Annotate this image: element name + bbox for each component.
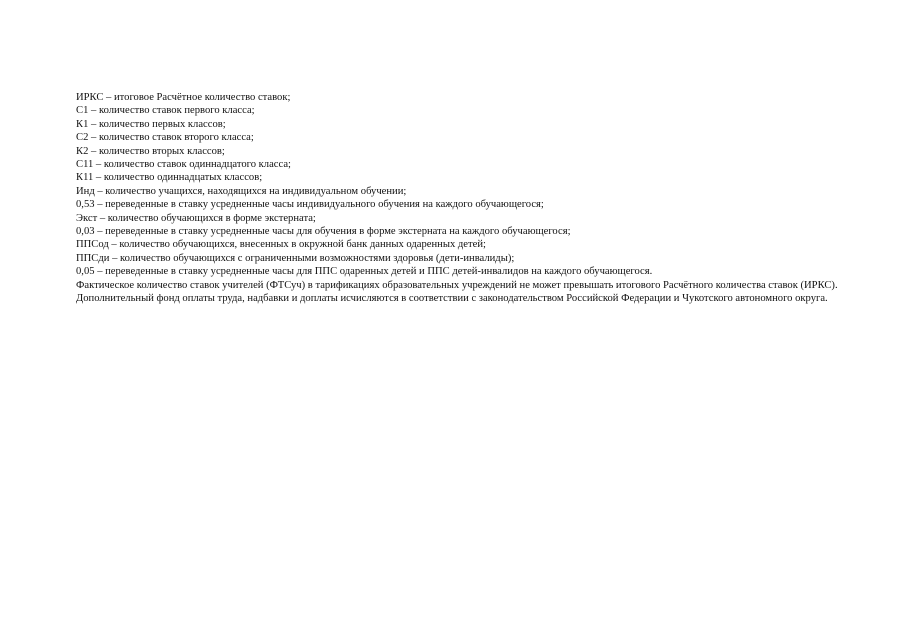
paragraph-ftsuch: Фактическое количество ставок учителей (ФТСуч) в тарификациях образовательных учреждений не может превышать итогового Расчётного количества ставок (ИРКС).: [76, 279, 838, 291]
definition-c1: С1 – количество ставок первого класса;: [76, 105, 255, 117]
definition-ppsdi: ППСди – количество обучающихся с ограниченными возможностями здоровья (дети-инвалиды);: [76, 252, 515, 264]
definition-c2: С2 – количество ставок второго класса;: [76, 132, 254, 144]
definition-coef-053: 0,53 – переведенные в ставку усредненные часы индивидуального обучения на каждого обучающегося;: [76, 199, 544, 211]
definition-ppsod: ППСод – количество обучающихся, внесенных в окружной банк данных одаренных детей;: [76, 239, 486, 251]
definition-k1: К1 – количество первых классов;: [76, 118, 226, 130]
definition-ind: Инд – количество учащихся, находящихся на индивидуальном обучении;: [76, 185, 407, 197]
definition-coef-005: 0,05 – переведенные в ставку усредненные часы для ППС одаренных детей и ППС детей-инвалидов на каждого обучающегося.: [76, 266, 653, 278]
paragraph-additional-fund: Дополнительный фонд оплаты труда, надбавки и доплаты исчисляются в соответствии с законодательством Российской Федерации и Чукотского автономного округа.: [76, 293, 828, 305]
definition-coef-003: 0,03 – переведенные в ставку усредненные часы для обучения в форме экстерната на каждого обучающегося;: [76, 226, 571, 238]
definition-ekst: Экст – количество обучающихся в форме экстерната;: [76, 212, 316, 224]
document-body: [58, 91, 876, 306]
definition-c11: С11 – количество ставок одиннадцатого класса;: [76, 159, 291, 171]
definition-k2: К2 – количество вторых классов;: [76, 145, 225, 157]
definition-irks: ИРКС – итоговое Расчётное количество ставок;: [76, 92, 291, 103]
definition-k11: К11 – количество одиннадцатых классов;: [76, 172, 263, 184]
